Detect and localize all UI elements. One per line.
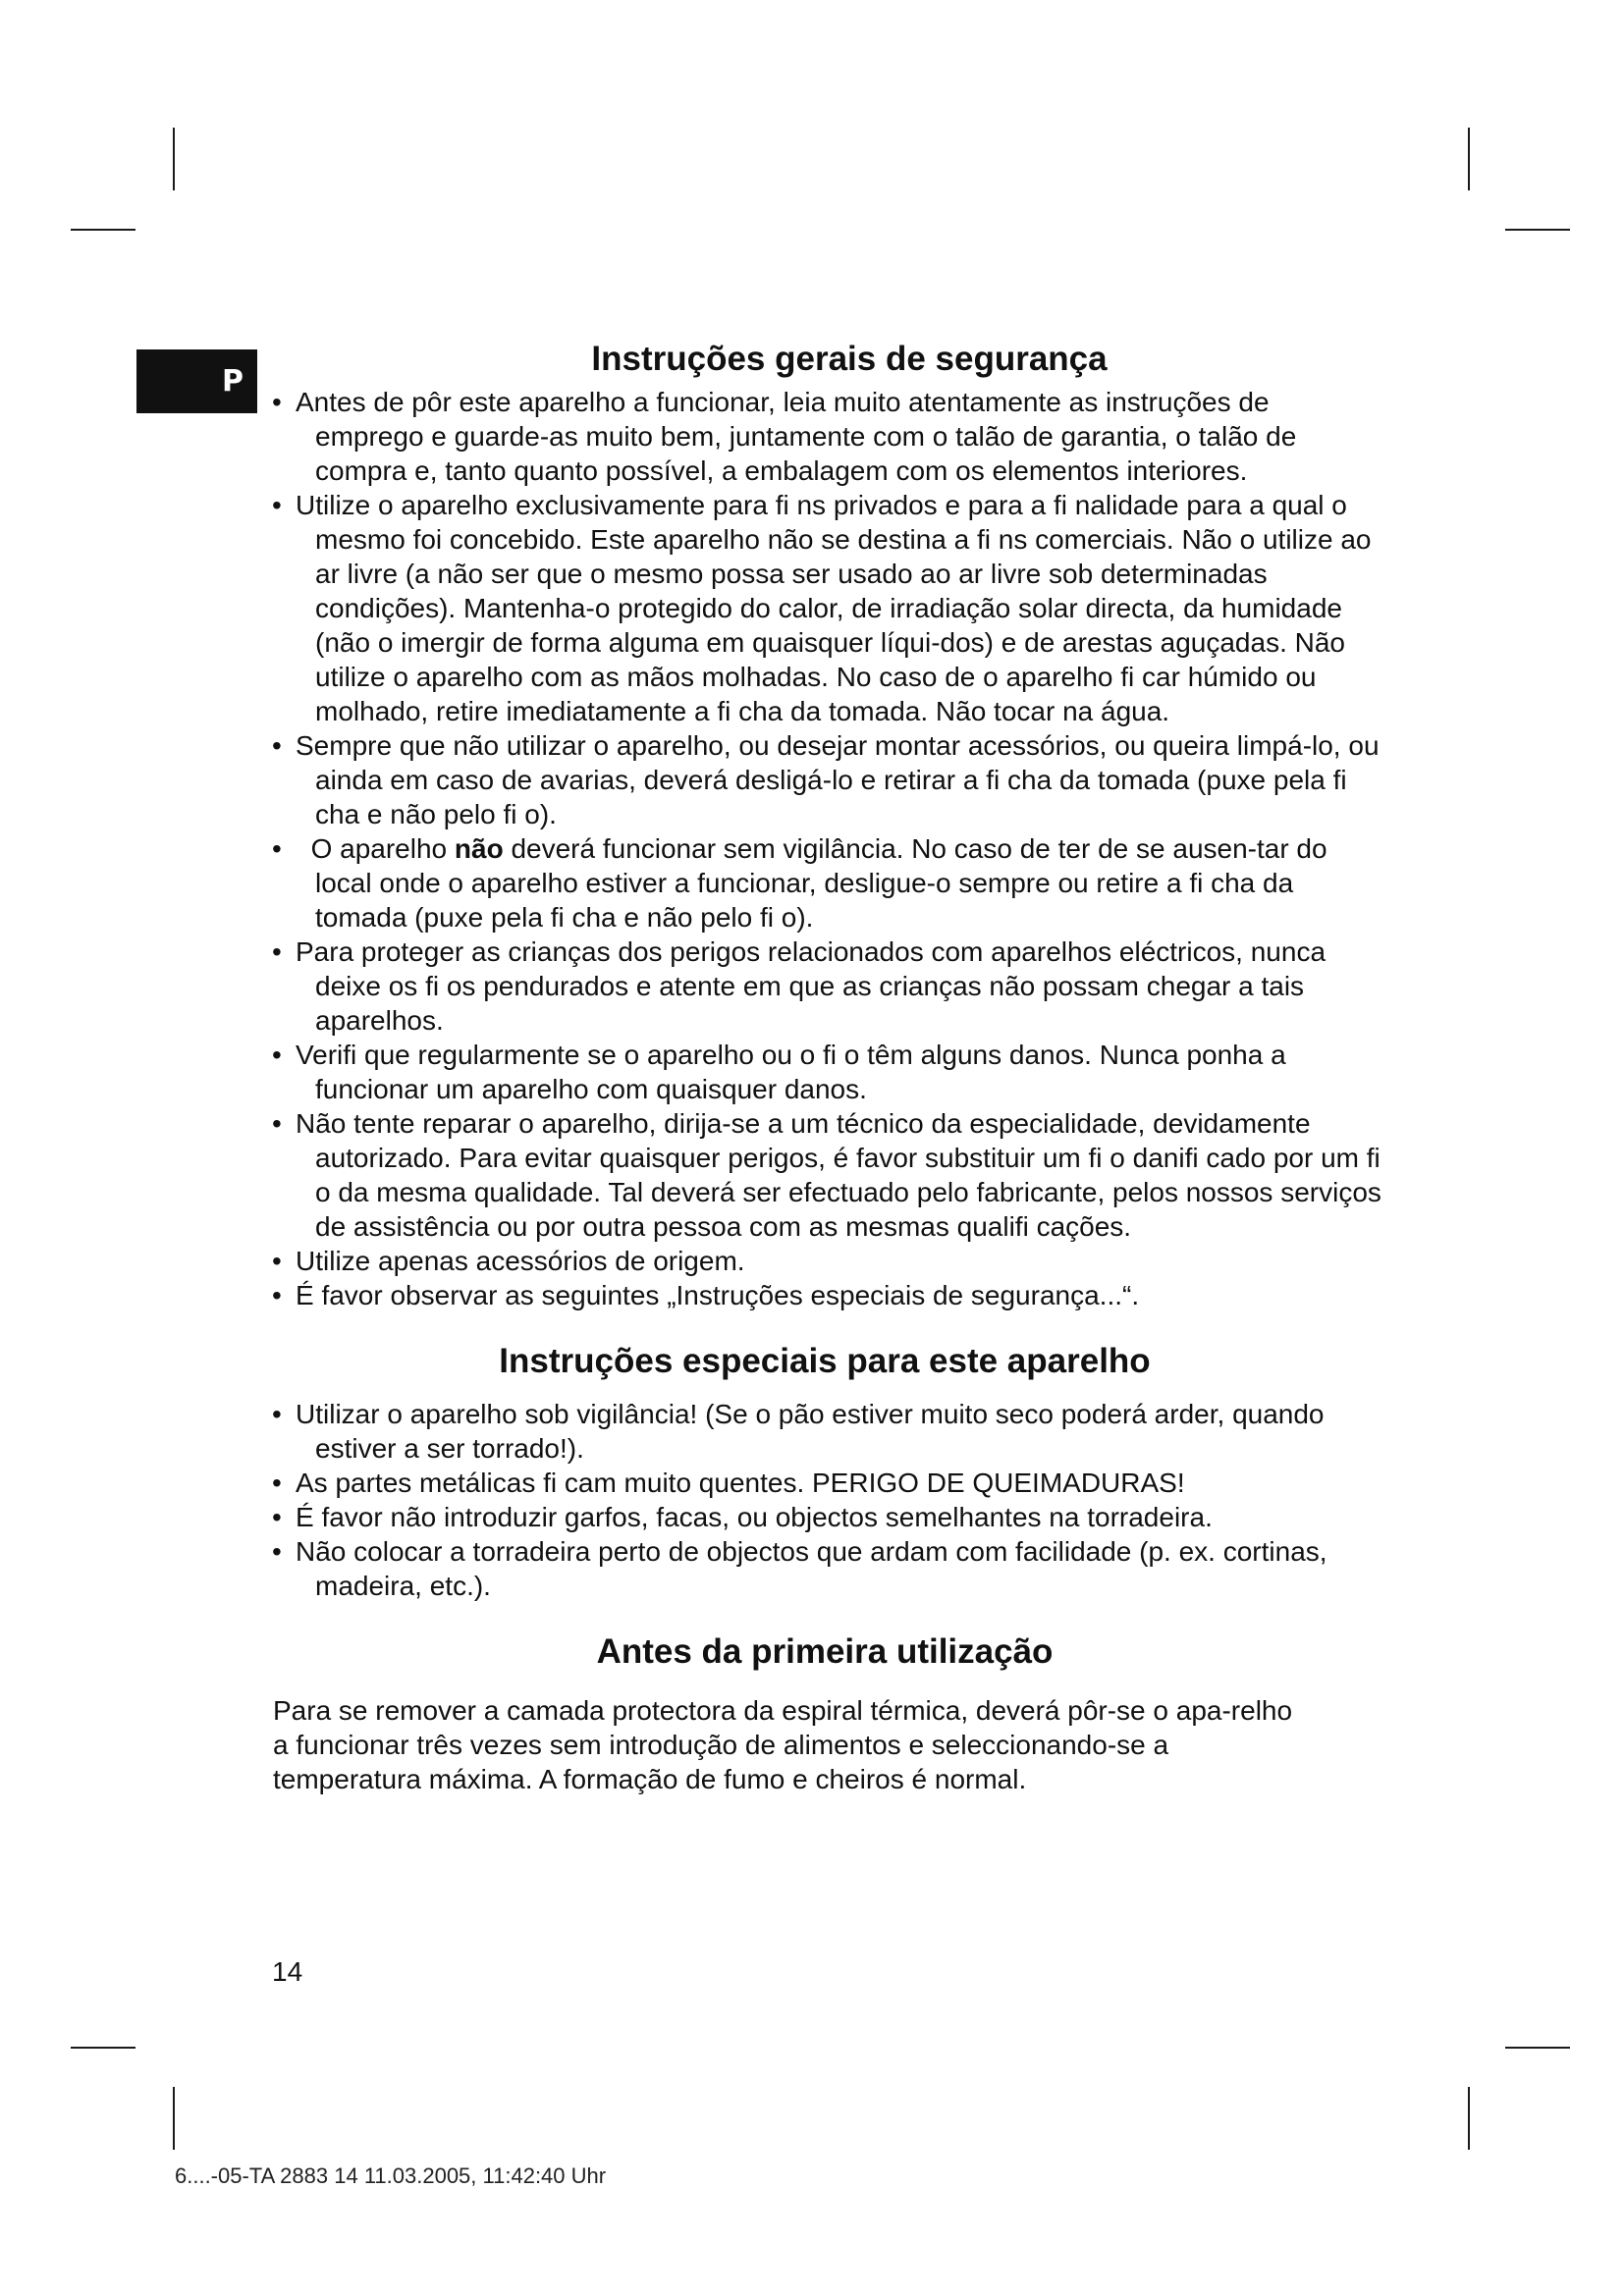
bullet-icon: • (272, 936, 282, 967)
crop-mark-bottom-right-vertical (1468, 2087, 1470, 2150)
page-number: 14 (272, 1956, 303, 1987)
bullet-icon: • (272, 1502, 282, 1532)
emphasis-nao: não (454, 833, 504, 864)
list-item: • Não colocar a torradeira perto de objectos que ardam com facilidade (p. ex. cortinas, madeira, etc.). (272, 1536, 1327, 1601)
list-item: • É favor não introduzir garfos, facas, ou objectos semelhantes na torradeira. (272, 1502, 1213, 1532)
crop-mark-top-left-horizontal (71, 229, 135, 231)
list-item: • Sempre que não utilizar o aparelho, ou desejar montar acessórios, ou queira limpá-lo, ou ainda em caso de avarias, deverá desligá-lo e retirar a fi cha da tomada (puxe pela fi cha e não pelo fi o). (272, 730, 1380, 829)
bullet-icon: • (272, 1468, 282, 1498)
print-footer: 6....-05-TA 2883 14 11.03.2005, 11:42:40 Uhr (175, 2163, 607, 2188)
first-use-heading: Antes da primeira utilização (596, 1632, 1054, 1671)
bullet-icon: • (272, 1399, 282, 1429)
special-instructions-list (265, 1397, 1384, 1603)
crop-mark-bottom-right-horizontal (1505, 2047, 1570, 2049)
bullet-icon: • (272, 833, 282, 864)
language-tab-letter: P (222, 364, 244, 399)
bullet-icon: • (272, 1246, 282, 1276)
crop-mark-bottom-left-vertical (173, 2087, 175, 2150)
list-item: • Para proteger as crianças dos perigos relacionados com aparelhos eléctricos, nunca deixe os fi os pendurados e atente em que as crianças não possam chegar a tais aparelhos. (272, 936, 1326, 1036)
bullet-icon: • (272, 1040, 282, 1070)
list-item: • As partes metálicas fi cam muito quentes. PERIGO DE QUEIMADURAS! (272, 1468, 1185, 1498)
first-use-paragraph: Para se remover a camada protectora da espiral térmica, deverá pôr-se o apa-relho a funcionar três vezes sem introdução de alimentos e seleccionando-se a temperatura máxima. A formação de fumo e cheiros é normal. (273, 1695, 1293, 1794)
list-item: • Utilize o aparelho exclusivamente para fi ns privados e para a fi nalidade para a qual o mesmo foi concebido. Este aparelho não se destina a fi ns comerciais. Não o utilize ao ar livre (a não ser que o mesmo possa ser usado ao ar livre sob determinadas condições). Mantenha-o protegido do calor, de irradiação solar directa, da humidade (não o imergir de forma alguma em quaisquer líqui-dos) e de arestas aguçadas. Não utilize o aparelho com as mãos molhadas. No caso de o aparelho fi car húmido ou molhado, retire imediatamente a fi cha da tomada. Não tocar na água. (272, 490, 1372, 726)
general-safety-heading: Instruções gerais de segurança (591, 340, 1108, 378)
page-content (265, 338, 1384, 1796)
crop-mark-bottom-left-horizontal (71, 2047, 135, 2049)
bullet-icon: • (272, 730, 282, 761)
crop-mark-top-left-vertical (173, 128, 175, 190)
list-item: • O aparelho não deverá funcionar sem vigilância. No caso de ter de se ausen-tar do local onde o aparelho estiver a funcionar, desligue-o sempre ou retire a fi cha da tomada (puxe pela fi cha e não pelo fi o). (272, 833, 1327, 933)
bullet-icon: • (272, 1108, 282, 1139)
crop-mark-top-right-vertical (1468, 128, 1470, 190)
list-item: • Utilizar o aparelho sob vigilância! (Se o pão estiver muito seco poderá arder, quando estiver a ser torrado!). (272, 1399, 1325, 1464)
bullet-icon: • (272, 387, 282, 417)
bullet-icon: • (272, 1280, 282, 1310)
bullet-icon: • (272, 1536, 282, 1567)
list-item: • Antes de pôr este aparelho a funcionar, leia muito atentamente as instruções de emprego e guarde-as muito bem, juntamente com o talão de garantia, o talão de compra e, tanto quanto possível, a embalagem com os elementos interiores. (272, 387, 1297, 486)
list-item: • Não tente reparar o aparelho, dirija-se a um técnico da especialidade, devidamente autorizado. Para evitar quaisquer perigos, é favor substituir um fi o danifi cado por um fi o da mesma qualidade. Tal deverá ser efectuado pelo fabricante, pelos nossos serviços de assistência ou por outra pessoa com as mesmas qualifi cações. (272, 1108, 1381, 1242)
list-item: • Utilize apenas acessórios de origem. (272, 1246, 745, 1276)
general-safety-list (265, 385, 1384, 1312)
special-instructions-heading: Instruções especiais para este aparelho (499, 1342, 1151, 1380)
crop-mark-top-right-horizontal (1505, 229, 1570, 231)
list-item: • Verifi que regularmente se o aparelho ou o fi o têm alguns danos. Nunca ponha a funcionar um aparelho com quaisquer danos. (272, 1040, 1286, 1104)
bullet-icon: • (272, 490, 282, 520)
language-tab (136, 349, 257, 413)
list-item: • É favor observar as seguintes „Instruções especiais de segurança...“. (272, 1280, 1140, 1310)
